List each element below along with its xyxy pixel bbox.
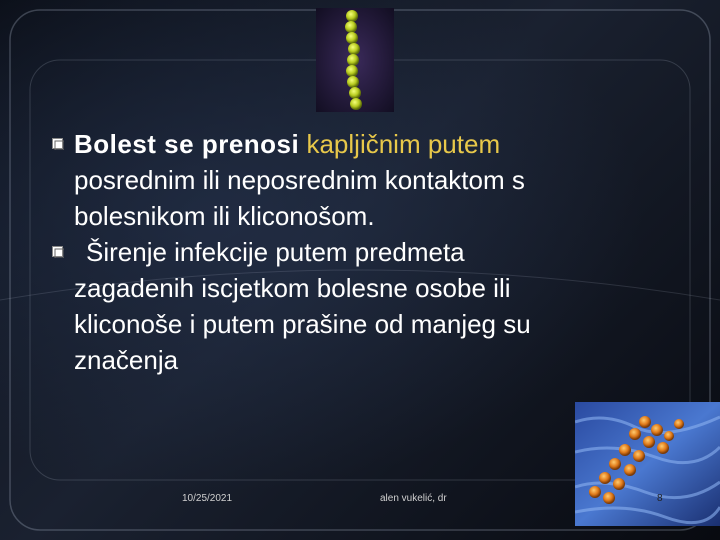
bullet-line: značenja [74, 345, 179, 375]
bullet-line: posrednim ili neposrednim kontaktom s [74, 165, 525, 195]
footer-author: alen vukelić, dr [380, 493, 447, 504]
checkbox-bullet-icon [52, 138, 64, 150]
bullet-item-spread [52, 234, 692, 378]
bullet-bold-text: Bolest se prenosi [74, 129, 300, 159]
bullet-line: kliconoše i putem prašine od manjeg su [74, 309, 531, 339]
bullet-line: bolesnikom ili kliconošom. [74, 201, 375, 231]
microscope-image-streptococcus [316, 8, 394, 112]
footer-page-number: 8 [657, 493, 663, 504]
checkbox-bullet-icon [52, 246, 64, 258]
bullet-item-transmission [52, 126, 692, 234]
bullet-highlight-text: kapljičnim putem [306, 129, 501, 159]
footer-date: 10/25/2021 [182, 493, 233, 504]
bullet-list [52, 126, 692, 378]
bullet-line: Širenje infekcije putem predmeta [86, 237, 465, 267]
bullet-line: zagadenih iscjetkom bolesne osobe ili [74, 273, 511, 303]
microscope-image-bacteria-colony [575, 402, 720, 526]
